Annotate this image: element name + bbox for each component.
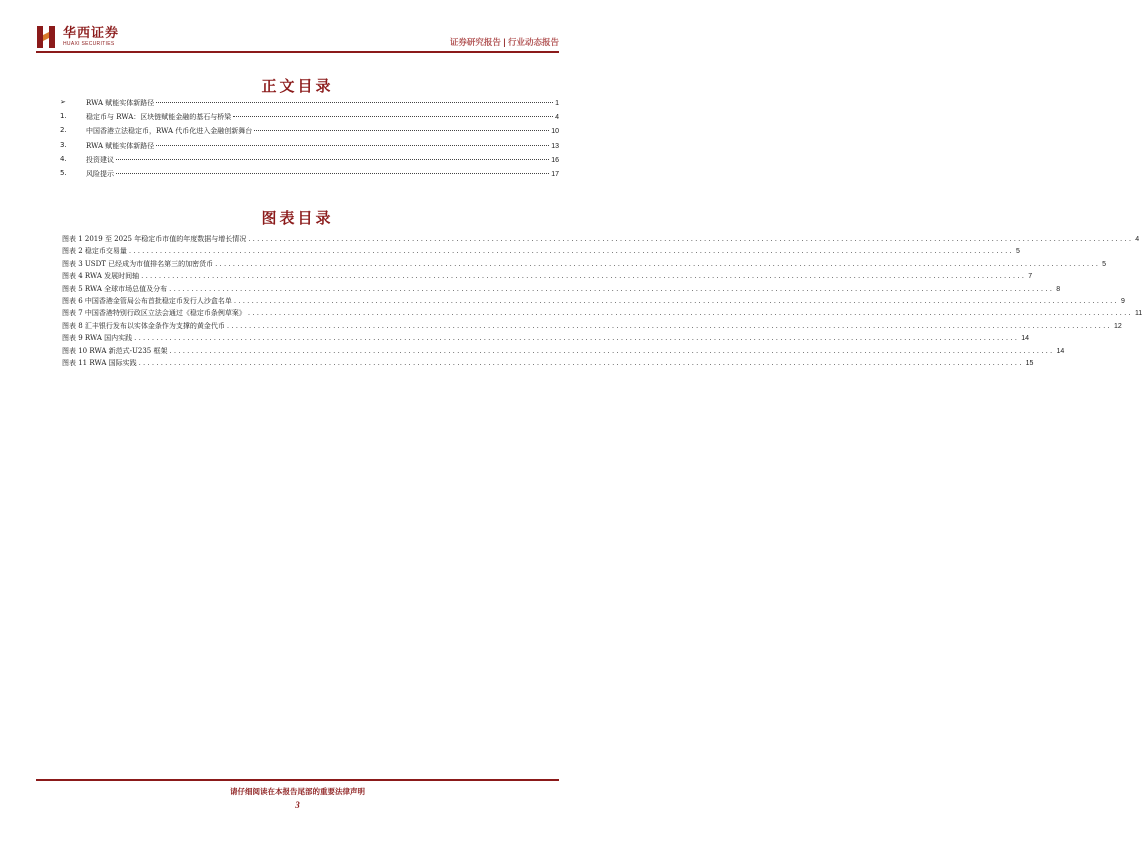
- toc-entry-number: ➢: [60, 98, 66, 106]
- figure-entry-page: 12: [1113, 322, 1122, 330]
- legal-notice: 请仔细阅读在本报告尾部的重要法律声明: [230, 787, 365, 796]
- logo-chinese-name: 华西证券: [63, 26, 120, 41]
- dot-leader: ........................................................................................................................................................................................................: [128, 247, 1014, 256]
- figure-entry-label: 图表 9 RWA 国内实践: [62, 334, 133, 343]
- dot-leader: [254, 130, 549, 131]
- figure-entry-label: 图表 8 汇丰银行发布以实体金条作为支撑的黄金代币: [62, 321, 225, 330]
- toc-entry-number: 4.: [60, 154, 67, 163]
- figure-entry-label: 图表 11 RWA 国际实践: [62, 358, 137, 367]
- figure-entry[interactable]: [62, 234, 1140, 246]
- dot-leader: [116, 173, 549, 174]
- figure-entry-page: 4: [1135, 236, 1140, 243]
- toc-entry-label: 投资建议: [86, 155, 114, 164]
- toc-entry[interactable]: [60, 154, 559, 169]
- figure-entry-label: 图表 4 RWA 发展时间轴: [62, 272, 140, 281]
- footer-divider: [36, 779, 559, 781]
- dot-leader: [116, 159, 549, 160]
- page-number: 3: [295, 800, 300, 810]
- toc-entry[interactable]: [60, 168, 559, 183]
- figure-entry-page: 7: [1028, 273, 1033, 281]
- toc-entry-label: 稳定币与 RWA：区块链赋能金融的基石与桥梁: [86, 113, 232, 122]
- header-divider: [36, 51, 559, 53]
- figure-entry-label: 图表 3 USDT 已经成为市值排名第三的加密货币: [62, 259, 214, 268]
- figure-entry-label: 图表 6 中国香港金管局公布首批稳定币发行人沙盒名单: [62, 296, 232, 305]
- figure-entry[interactable]: [62, 246, 1020, 258]
- toc-entry[interactable]: [60, 112, 559, 126]
- toc-entry-label: 风险提示: [86, 169, 114, 178]
- dot-leader: ........................................................................................................................................................................................................: [134, 334, 1020, 343]
- dot-leader: ........................................................................................................................................................................................................: [169, 284, 1055, 293]
- toc-entry[interactable]: [60, 140, 559, 155]
- dot-leader: ........................................................................................................................................................................................................: [226, 321, 1112, 330]
- figure-entry[interactable]: [62, 296, 1125, 308]
- toc-entry-page: 16: [551, 156, 559, 164]
- figure-entry-label: 图表 1 2019 至 2025 年稳定币市值的年度数据与增长情况: [62, 235, 247, 243]
- figure-entry-page: 8: [1056, 285, 1061, 293]
- figure-entry[interactable]: [62, 346, 1065, 358]
- report-category: 行业动态报告: [507, 38, 559, 48]
- figure-entry-page: 9: [1120, 297, 1125, 305]
- figure-entry-label: 图表 5 RWA 全球市场总值及分布: [62, 284, 168, 293]
- figure-list: [62, 234, 1142, 370]
- figure-entry[interactable]: [62, 284, 1061, 296]
- toc-entry-label: RWA 赋能实体新路径: [86, 141, 155, 150]
- dot-leader: ........................................................................................................................................................................................................: [215, 259, 1101, 268]
- toc-title: 正文目录: [261, 77, 334, 95]
- figure-entry[interactable]: [62, 358, 1034, 370]
- toc-entry-page: 4: [555, 114, 559, 122]
- figure-entry[interactable]: [62, 321, 1122, 333]
- figure-entry-page: 14: [1056, 347, 1065, 355]
- toc-entry-page: 1: [555, 100, 559, 107]
- figure-entry-label: 图表 10 RWA 新范式-U235 框架: [62, 346, 168, 355]
- toc-entry-number: 3.: [60, 140, 67, 149]
- dot-leader: ........................................................................................................................................................................................................: [247, 309, 1133, 318]
- company-logo: [36, 24, 119, 50]
- toc-entry[interactable]: [60, 98, 559, 112]
- figures-title: 图表目录: [261, 209, 334, 227]
- report-type: 证券研究报告: [449, 38, 501, 48]
- dot-leader: ........................................................................................................................................................................................................: [138, 358, 1024, 367]
- toc-entry-label: 中国香港立法稳定币，RWA 代币化进入金融创新舞台: [86, 127, 253, 136]
- figure-entry[interactable]: [62, 259, 1107, 271]
- toc-entry[interactable]: [60, 126, 559, 140]
- dot-leader: ........................................................................................................................................................................................................: [141, 272, 1027, 281]
- header-separator: |: [502, 38, 506, 48]
- figure-entry-label: 图表 2 稳定币交易量: [62, 247, 127, 256]
- figure-entry-page: 14: [1021, 335, 1029, 343]
- dot-leader: ........................................................................................................................................................................................................: [233, 296, 1119, 305]
- figure-entry-label: 图表 7 中国香港特别行政区立法会通过《稳定币条例草案》: [62, 309, 246, 318]
- toc-entry-page: 17: [551, 170, 559, 178]
- dot-leader: ........................................................................................................................................................................................................: [248, 235, 1134, 243]
- page-header: [0, 0, 595, 58]
- toc-entry-page: 10: [551, 128, 559, 136]
- dot-leader: [156, 102, 553, 103]
- logo-english-name: HUAXI SECURITIES: [63, 41, 115, 47]
- dot-leader: ........................................................................................................................................................................................................: [169, 346, 1055, 355]
- figure-entry[interactable]: [62, 308, 1142, 320]
- figure-entry-page: 11: [1134, 310, 1142, 318]
- toc-entry-number: 2.: [60, 126, 67, 135]
- huaxi-logo-icon: [36, 24, 58, 50]
- dot-leader: [156, 145, 549, 146]
- toc-entry-page: 13: [551, 142, 559, 150]
- toc-entry-label: RWA 赋能实体新路径: [86, 99, 155, 107]
- figure-entry-page: 5: [1102, 260, 1107, 268]
- figure-entry-page: 15: [1025, 359, 1034, 367]
- figure-entry-page: 5: [1015, 248, 1020, 256]
- toc-entry-number: 5.: [60, 168, 67, 177]
- dot-leader: [233, 116, 553, 117]
- figure-entry[interactable]: [62, 333, 1029, 345]
- report-type-label: [450, 36, 559, 48]
- figure-entry[interactable]: [62, 271, 1033, 283]
- toc-entry-number: 1.: [60, 112, 67, 121]
- table-of-contents: [60, 98, 559, 183]
